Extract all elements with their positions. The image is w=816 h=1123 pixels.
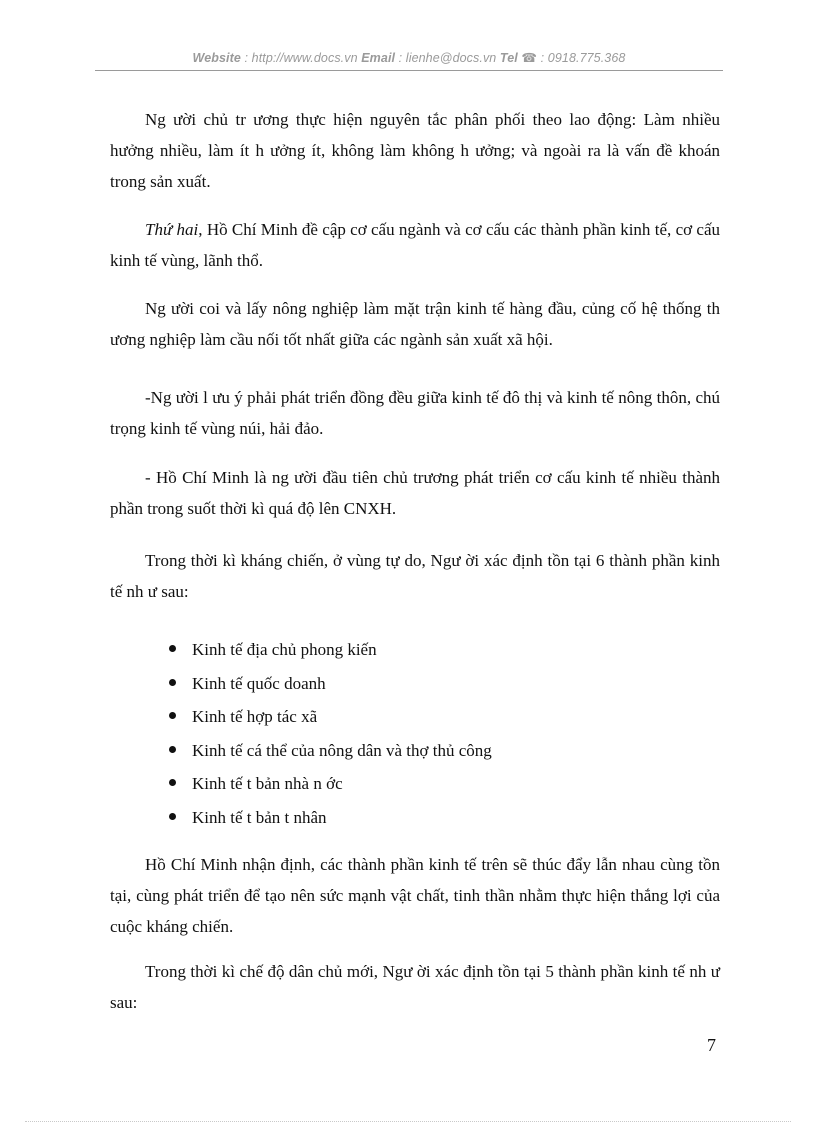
paragraph-6-text: Trong thời kì kháng chiến, ở vùng tự do, Ngư ời xác định tồn tại 6 thành phần kinh tế nh ư sau: bbox=[110, 551, 720, 601]
list-item bbox=[160, 802, 492, 836]
paragraph-5-text: - Hồ Chí Minh là ng ười đầu tiên chủ trương phát triển cơ cấu kinh tế nhiều thành phần trong suốt thời kì quá độ lên CNXH. bbox=[110, 468, 720, 518]
page-header bbox=[95, 50, 723, 65]
email-value: : lienhe@docs.vn bbox=[395, 51, 500, 65]
list-item-text: Kinh tế địa chủ phong kiến bbox=[192, 640, 377, 659]
paragraph-1-text: Ng ười chủ tr ương thực hiện nguyên tắc phân phối theo lao động: Làm nhiều hưởng nhiều, làm ít h ưởng ít, không làm không h ưởng; và ngoài ra là vấn đề khoán trong sản xuất. bbox=[110, 110, 720, 191]
paragraph-7 bbox=[110, 849, 720, 942]
paragraph-3-text: Ng ười coi và lấy nông nghiệp làm mặt trận kinh tế hàng đầu, củng cố hệ thống th ương nghiệp làm cầu nối tốt nhất giữa các ngành sản xuất xã hội. bbox=[110, 299, 720, 349]
paragraph-1 bbox=[110, 104, 720, 197]
paragraph-7-text: Hồ Chí Minh nhận định, các thành phần kinh tế trên sẽ thúc đẩy lẫn nhau cùng tồn tại, cùng phát triển để tạo nên sức mạnh vật chất, tinh thần nhằm thực hiện thắng lợi của cuộc kháng chiến. bbox=[110, 855, 720, 936]
list-item-text: Kinh tế hợp tác xã bbox=[192, 707, 318, 727]
list-item-text: Kinh tế quốc doanh bbox=[192, 673, 326, 693]
paragraph-2-lead: Thứ hai bbox=[145, 220, 199, 239]
paragraph-2 bbox=[110, 214, 720, 276]
bullet-icon bbox=[169, 645, 176, 652]
bullet-icon bbox=[169, 712, 176, 719]
website-value: : http://www.docs.vn bbox=[240, 51, 362, 65]
bullet-list bbox=[160, 634, 492, 836]
list-item-text: Kinh tế t bản t nhân bbox=[192, 807, 327, 827]
page-number: 7 bbox=[707, 1035, 716, 1055]
paragraph-4-text: -Ng ười l ưu ý phải phát triển đồng đều giữa kinh tế đô thị và kinh tế nông thôn, chú trọng kinh tế vùng núi, hải đảo. bbox=[110, 388, 720, 438]
tel-value: ☎ : 0918.775.368 bbox=[517, 51, 626, 65]
tel-label: Tel bbox=[499, 51, 518, 65]
list-item bbox=[160, 768, 492, 802]
list-item bbox=[160, 634, 492, 668]
bullet-icon bbox=[169, 813, 176, 820]
list-item bbox=[160, 668, 492, 702]
paragraph-5 bbox=[110, 462, 720, 524]
header-divider bbox=[95, 70, 723, 71]
list-item-text: Kinh tế cá thể của nông dân và thợ thủ công bbox=[192, 740, 492, 760]
paragraph-4 bbox=[110, 382, 720, 444]
list-item bbox=[160, 735, 492, 769]
bullet-icon bbox=[169, 679, 176, 686]
paragraph-2-text: , Hồ Chí Minh đề cập cơ cấu ngành và cơ cấu các thành phần kinh tế, cơ cấu kinh tế vùng, lãnh thổ. bbox=[110, 220, 720, 270]
bullet-icon bbox=[169, 779, 176, 786]
paragraph-3 bbox=[110, 293, 720, 355]
paragraph-8 bbox=[110, 956, 720, 1018]
website-label: Website bbox=[192, 51, 241, 65]
paragraph-6 bbox=[110, 545, 720, 607]
footer-divider bbox=[25, 1121, 791, 1122]
list-item bbox=[160, 701, 492, 735]
list-item-text: Kinh tế t bản nhà n ớc bbox=[192, 774, 343, 794]
email-label: Email bbox=[361, 51, 396, 65]
paragraph-8-text: Trong thời kì chế độ dân chủ mới, Ngư ời xác định tồn tại 5 thành phần kinh tế nh ư sau: bbox=[110, 962, 720, 1012]
bullet-icon bbox=[169, 746, 176, 753]
